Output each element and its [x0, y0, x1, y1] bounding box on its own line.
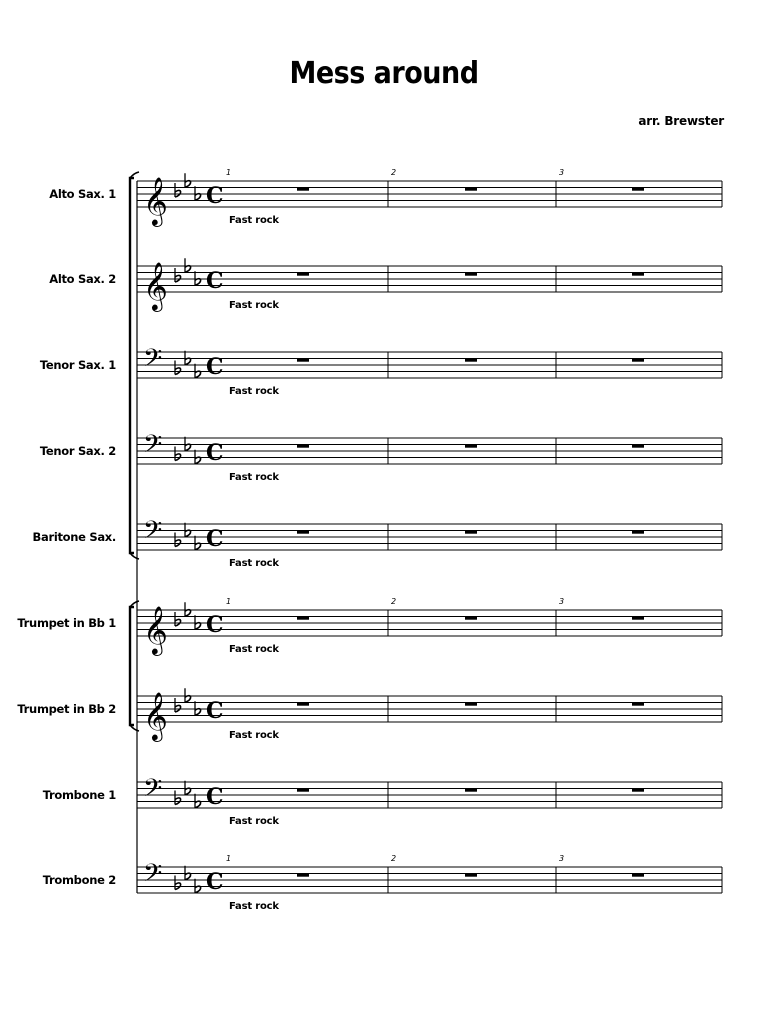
whole-rest-icon [297, 703, 309, 706]
bass-clef-icon: 𝄢 [143, 516, 163, 551]
instrument-name: Trumpet in Bb 2 [17, 702, 116, 716]
common-time-icon: C [206, 698, 224, 724]
tempo-marking: Fast rock [229, 644, 279, 655]
flat-icon [185, 351, 191, 365]
measure-number: 2 [391, 854, 397, 863]
measure-number: 2 [391, 168, 397, 177]
common-time-icon: C [206, 784, 224, 810]
whole-rest-icon [632, 617, 644, 620]
flat-icon [195, 536, 201, 550]
treble-clef-icon: 𝄞 [143, 691, 168, 740]
treble-clef-icon: 𝄞 [143, 176, 168, 225]
instrument-name: Trombone 1 [42, 788, 116, 802]
flat-icon [185, 258, 191, 272]
whole-rest-icon [465, 445, 477, 448]
flat-icon [175, 698, 181, 712]
whole-rest-icon [632, 273, 644, 276]
whole-rest-icon [297, 617, 309, 620]
flat-icon [185, 866, 191, 880]
instrument-name: Tenor Sax. 2 [39, 444, 116, 458]
whole-rest-icon [297, 273, 309, 276]
flat-icon [175, 361, 181, 375]
whole-rest-icon [297, 359, 309, 362]
bass-clef-icon: 𝄢 [143, 774, 163, 809]
flat-icon [185, 437, 191, 451]
measure-number: 3 [559, 854, 565, 863]
common-time-icon: C [206, 183, 224, 209]
trumpet-bracket-hook-bottom [130, 725, 139, 731]
measure-number: 3 [559, 597, 565, 606]
whole-rest-icon [465, 789, 477, 792]
common-time-icon: C [206, 526, 224, 552]
whole-rest-icon [297, 188, 309, 191]
tempo-marking: Fast rock [229, 300, 279, 311]
whole-rest-icon [465, 273, 477, 276]
flat-icon [175, 791, 181, 805]
flat-icon [195, 186, 201, 200]
flat-icon [185, 173, 191, 187]
instrument-name: Trumpet in Bb 1 [17, 616, 116, 630]
trumpet-bracket-hook-top [130, 601, 139, 607]
whole-rest-icon [297, 789, 309, 792]
common-time-icon: C [206, 440, 224, 466]
common-time-icon: C [206, 869, 224, 895]
tempo-marking: Fast rock [229, 472, 279, 483]
whole-rest-icon [297, 445, 309, 448]
measure-number: 1 [226, 854, 232, 863]
flat-icon [175, 533, 181, 547]
trumpet-bracket [130, 607, 134, 725]
common-time-icon: C [206, 354, 224, 380]
measure-number: 1 [226, 597, 232, 606]
bass-clef-icon: 𝄢 [143, 344, 163, 379]
instrument-name: Alto Sax. 2 [49, 272, 116, 286]
instrument-name: Baritone Sax. [32, 530, 116, 544]
whole-rest-icon [465, 874, 477, 877]
whole-rest-icon [465, 359, 477, 362]
sax-bracket [130, 178, 134, 553]
sax-bracket-hook-top [130, 172, 139, 178]
flat-icon [195, 701, 201, 715]
treble-clef-icon: 𝄞 [143, 605, 168, 654]
arranger-credit: arr. Brewster [638, 114, 724, 128]
tempo-marking: Fast rock [229, 386, 279, 397]
whole-rest-icon [632, 359, 644, 362]
whole-rest-icon [465, 188, 477, 191]
whole-rest-icon [297, 874, 309, 877]
tempo-marking: Fast rock [229, 730, 279, 741]
whole-rest-icon [632, 703, 644, 706]
whole-rest-icon [465, 531, 477, 534]
whole-rest-icon [465, 703, 477, 706]
whole-rest-icon [297, 531, 309, 534]
whole-rest-icon [632, 445, 644, 448]
instrument-name: Tenor Sax. 1 [39, 358, 116, 372]
measure-number: 2 [391, 597, 397, 606]
flat-icon [175, 876, 181, 890]
flat-icon [185, 781, 191, 795]
tempo-marking: Fast rock [229, 816, 279, 827]
whole-rest-icon [632, 188, 644, 191]
flat-icon [195, 879, 201, 893]
common-time-icon: C [206, 268, 224, 294]
measure-number: 1 [226, 168, 232, 177]
common-time-icon: C [206, 612, 224, 638]
instrument-name: Alto Sax. 1 [49, 187, 116, 201]
sax-bracket-hook-bottom [130, 553, 139, 559]
flat-icon [195, 794, 201, 808]
tempo-marking: Fast rock [229, 215, 279, 226]
whole-rest-icon [465, 617, 477, 620]
tempo-marking: Fast rock [229, 901, 279, 912]
flat-icon [175, 268, 181, 282]
whole-rest-icon [632, 531, 644, 534]
treble-clef-icon: 𝄞 [143, 261, 168, 310]
tempo-marking: Fast rock [229, 558, 279, 569]
flat-icon [175, 183, 181, 197]
instrument-name: Trombone 2 [42, 873, 116, 887]
flat-icon [185, 523, 191, 537]
score-title: Mess around [289, 56, 479, 91]
flat-icon [185, 602, 191, 616]
bass-clef-icon: 𝄢 [143, 859, 163, 894]
flat-icon [195, 271, 201, 285]
flat-icon [195, 364, 201, 378]
whole-rest-icon [632, 789, 644, 792]
flat-icon [195, 450, 201, 464]
flat-icon [185, 688, 191, 702]
flat-icon [175, 447, 181, 461]
flat-icon [195, 615, 201, 629]
bass-clef-icon: 𝄢 [143, 430, 163, 465]
flat-icon [175, 612, 181, 626]
whole-rest-icon [632, 874, 644, 877]
measure-number: 3 [559, 168, 565, 177]
